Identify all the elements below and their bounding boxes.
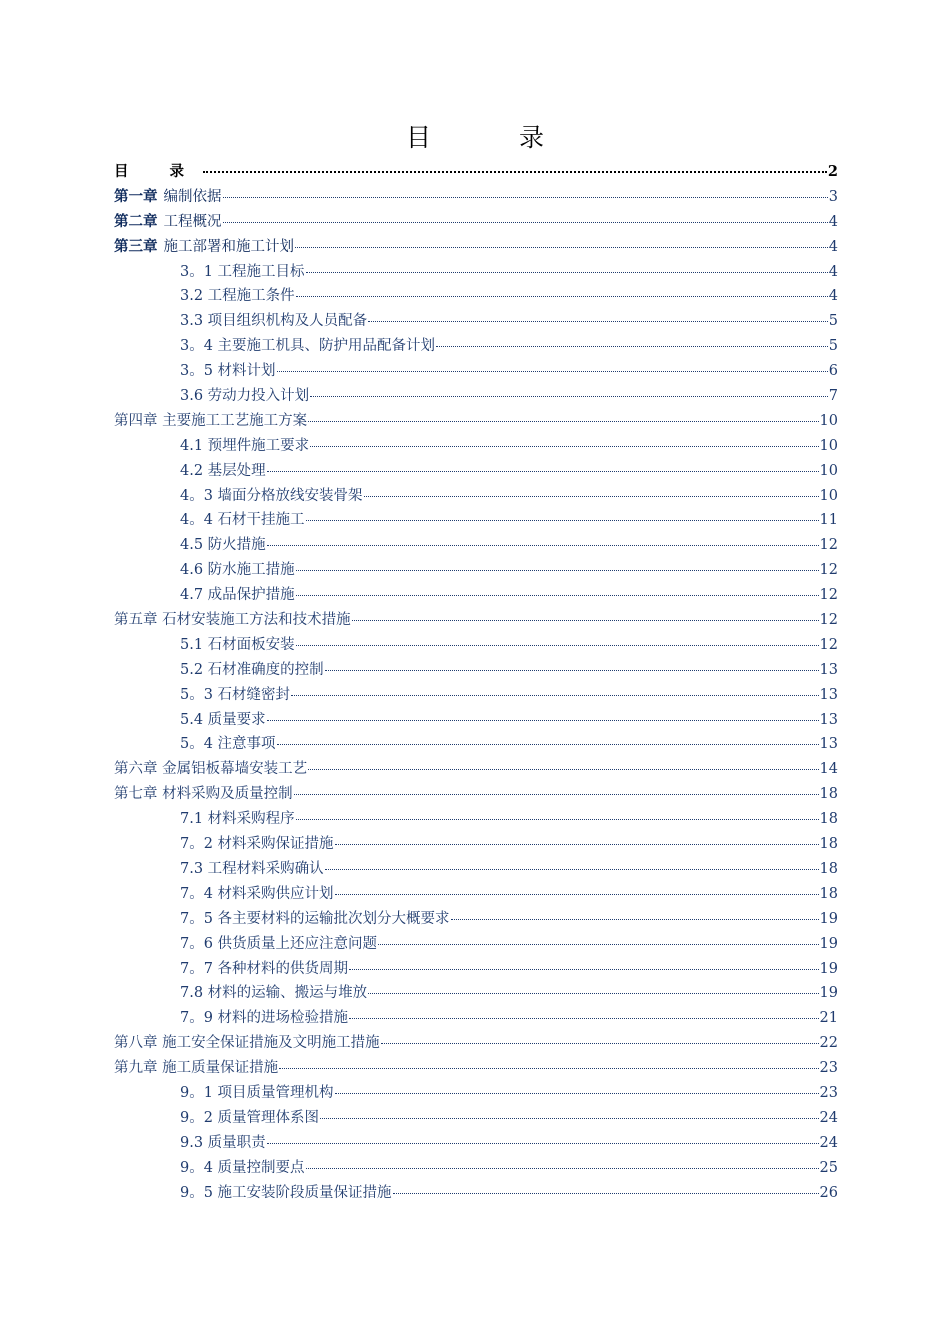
- toc-entry[interactable]: [114, 384, 838, 409]
- toc-dot-leader: [364, 496, 819, 497]
- toc-entry-label: [180, 633, 295, 658]
- toc-entry-label: [180, 334, 435, 359]
- toc-page-number: 10: [819, 412, 838, 429]
- toc-page-number: 26: [819, 1184, 838, 1201]
- toc-dot-leader: [277, 744, 819, 745]
- toc-entry[interactable]: [114, 484, 838, 509]
- toc-entry-label: [180, 957, 348, 982]
- toc-entry[interactable]: [114, 359, 838, 384]
- toc-page-number: 18: [819, 811, 838, 828]
- toc-page-number: 18: [819, 836, 838, 853]
- toc-entry-label: [180, 583, 295, 608]
- toc-entry[interactable]: [114, 882, 838, 907]
- toc-entry-text: 3.6 劳动力投入计划: [180, 388, 310, 405]
- toc-dot-leader: [352, 620, 819, 621]
- toc-entry-text: 4.7 成品保护措施: [180, 587, 295, 604]
- toc-entry[interactable]: [114, 708, 838, 733]
- toc-entry-text: 9。2 质量管理体系图: [180, 1109, 320, 1126]
- toc-entry-label: [180, 807, 295, 832]
- toc-entry-text: 7。9 材料的进场检验措施: [180, 1010, 349, 1027]
- toc-entry[interactable]: [114, 1006, 838, 1031]
- toc-page-number: 12: [819, 636, 838, 653]
- toc-entry-text: 第四章 主要施工工艺施工方案: [114, 412, 308, 429]
- toc-dot-leader: [267, 1143, 819, 1144]
- toc-entry[interactable]: [114, 558, 838, 583]
- toc-entry-text: 5.4 质量要求: [180, 711, 266, 728]
- toc-entry-text: 3。1 工程施工目标: [180, 263, 305, 280]
- toc-dot-leader: [308, 769, 818, 770]
- toc-entry-label: [180, 1081, 334, 1106]
- toc-page-number: 22: [819, 1035, 838, 1052]
- toc-entry-label: [114, 1031, 380, 1056]
- toc-dot-leader: [325, 670, 819, 671]
- toc-entry[interactable]: [114, 932, 838, 957]
- toc-entry-label: [180, 932, 377, 957]
- toc-dot-leader: [294, 794, 819, 795]
- page-title: 目 录: [406, 123, 584, 152]
- toc-dot-leader: [291, 695, 818, 696]
- toc-entry-label: [180, 857, 324, 882]
- toc-page-number: 7: [828, 388, 838, 405]
- toc-dot-leader: [393, 1193, 819, 1194]
- toc-dot-leader: [335, 1093, 819, 1094]
- toc-entry[interactable]: [114, 782, 838, 807]
- toc-dot-leader: [335, 844, 819, 845]
- toc-entry-text: 7.3 工程材料采购确认: [180, 860, 324, 877]
- toc-entry-label: [180, 384, 309, 409]
- toc-entry-label: [180, 284, 295, 309]
- toc-dot-leader: [279, 1068, 818, 1069]
- toc-entry-label: [114, 409, 307, 434]
- toc-page-number: 13: [819, 736, 838, 753]
- toc-dot-leader: [310, 396, 828, 397]
- toc-entry-text: 4.6 防水施工措施: [180, 562, 295, 579]
- toc-page-number: 3: [828, 188, 838, 205]
- toc-page-number: 4: [828, 213, 838, 230]
- toc-dot-leader: [296, 645, 819, 646]
- toc-entry-text: 施工部署和施工计划: [163, 238, 294, 255]
- toc-entry-label: [114, 235, 294, 260]
- toc-entry-label: [180, 1106, 319, 1131]
- toc-entry-text: 5。4 注意事项: [180, 736, 276, 753]
- toc-entry-text: 5。3 石材缝密封: [180, 686, 291, 703]
- toc-page-number: 19: [819, 910, 838, 927]
- toc-dot-leader: [306, 520, 819, 521]
- toc-page-number: 10: [819, 487, 838, 504]
- toc-entry-label: [180, 1181, 392, 1206]
- toc-entry-text: 3.2 工程施工条件: [180, 288, 295, 305]
- toc-entry[interactable]: [114, 658, 838, 683]
- toc-dot-leader: [223, 197, 828, 198]
- toc-entry-text: 4.5 防火措施: [180, 537, 266, 554]
- toc-entry[interactable]: [114, 160, 838, 185]
- toc-dot-leader: [296, 296, 828, 297]
- toc-page-number: 5: [828, 313, 838, 330]
- toc-entry-text: 4。3 墙面分格放线安装骨架: [180, 487, 363, 504]
- toc-entry[interactable]: [114, 309, 838, 334]
- toc-entry[interactable]: [114, 583, 838, 608]
- toc-entry-label: [180, 1131, 266, 1156]
- toc-entry-label: [114, 608, 351, 633]
- toc-dot-leader: [349, 1018, 818, 1019]
- toc-entry[interactable]: [114, 185, 838, 210]
- toc-entry-label: [180, 708, 266, 733]
- toc-page-number: 18: [819, 786, 838, 803]
- toc-entry[interactable]: [114, 608, 838, 633]
- toc-entry-text: 第九章 施工质量保证措施: [114, 1060, 279, 1077]
- toc-entry-text: 3.3 项目组织机构及人员配备: [180, 313, 368, 330]
- toc-entry-label: [180, 981, 367, 1006]
- toc-dot-leader: [296, 570, 819, 571]
- toc-entry[interactable]: [114, 533, 838, 558]
- toc-dot-leader: [267, 720, 819, 721]
- toc-entry-label: [180, 1006, 348, 1031]
- toc-entry[interactable]: [114, 732, 838, 757]
- toc-entry[interactable]: [114, 1156, 838, 1181]
- toc-entry-text: 第五章 石材安装施工方法和技术措施: [114, 612, 351, 629]
- toc-entry-text: 9.3 质量职责: [180, 1134, 266, 1151]
- toc-entry[interactable]: [114, 1081, 838, 1106]
- toc-dot-leader: [267, 545, 819, 546]
- toc-entry-label: [180, 907, 450, 932]
- toc-entry[interactable]: [114, 508, 838, 533]
- toc-entry-text: 第七章 材料采购及质量控制: [114, 786, 293, 803]
- toc-page-number: 13: [819, 686, 838, 703]
- toc-entry-label: [180, 533, 266, 558]
- toc-entry[interactable]: [114, 757, 838, 782]
- toc-dot-leader: [296, 819, 819, 820]
- toc-entry-text: 4.2 基层处理: [180, 462, 266, 479]
- toc-entry[interactable]: [114, 1031, 838, 1056]
- toc-entry-text: 9。1 项目质量管理机构: [180, 1084, 334, 1101]
- toc-page-number: 24: [819, 1109, 838, 1126]
- toc-entry[interactable]: [114, 210, 838, 235]
- toc-page-number: 4: [828, 238, 838, 255]
- toc-entry-label: [180, 359, 276, 384]
- toc-entry-label: [114, 160, 202, 185]
- toc-page-number: 19: [819, 935, 838, 952]
- toc-page-number: 10: [819, 462, 838, 479]
- toc-page-number: 4: [828, 288, 838, 305]
- toc-page-number: 12: [819, 612, 838, 629]
- toc-entry-text: 7。4 材料采购供应计划: [180, 885, 334, 902]
- toc-dot-leader: [223, 222, 828, 223]
- toc-entry[interactable]: [114, 907, 838, 932]
- toc-entry-label: [180, 658, 324, 683]
- toc-page-number: 14: [819, 761, 838, 778]
- toc-entry-text: 工程概况: [163, 213, 222, 230]
- toc-entry[interactable]: [114, 284, 838, 309]
- toc-entry-label: [180, 882, 334, 907]
- toc-dot-leader: [335, 894, 819, 895]
- toc-dot-leader: [368, 993, 818, 994]
- toc-page-number: 24: [819, 1134, 838, 1151]
- toc-dot-leader: [296, 595, 819, 596]
- toc-dot-leader: [381, 1043, 819, 1044]
- toc-page-number: 6: [828, 363, 838, 380]
- toc-entry[interactable]: [114, 434, 838, 459]
- toc-page-number: 13: [819, 711, 838, 728]
- toc-entry[interactable]: [114, 334, 838, 359]
- toc-page-number: 25: [819, 1159, 838, 1176]
- toc-entry-label: [180, 732, 276, 757]
- toc-dot-leader: [349, 969, 818, 970]
- toc-entry-text: 3。4 主要施工机具、防护用品配备计划: [180, 338, 436, 355]
- toc-entry-label: [180, 434, 309, 459]
- toc-dot-leader: [325, 869, 819, 870]
- toc-entry[interactable]: [114, 832, 838, 857]
- toc-entry-text: 7。2 材料采购保证措施: [180, 836, 334, 853]
- toc-entry-text: 5.1 石材面板安装: [180, 636, 295, 653]
- toc-entry-label: [180, 484, 363, 509]
- toc-page-number: 11: [819, 512, 838, 529]
- toc-entry[interactable]: [114, 235, 838, 260]
- toc-entry-text: 第八章 施工安全保证措施及文明施工措施: [114, 1035, 380, 1052]
- toc-entry[interactable]: [114, 1131, 838, 1156]
- toc-page-number: 2: [827, 163, 838, 180]
- toc-dot-leader: [320, 1118, 818, 1119]
- toc-page-number: 12: [819, 537, 838, 554]
- toc-page-number: 4: [828, 263, 838, 280]
- toc-entry[interactable]: [114, 459, 838, 484]
- toc-page-number: 23: [819, 1060, 838, 1077]
- toc-entry-label: [180, 683, 290, 708]
- toc-entry[interactable]: [114, 981, 838, 1006]
- toc-dot-leader: [277, 371, 828, 372]
- toc-dot-leader: [451, 919, 819, 920]
- toc-entry-label: [180, 558, 295, 583]
- toc-entry[interactable]: [114, 1181, 838, 1206]
- toc-entry-text: 9。4 质量控制要点: [180, 1159, 305, 1176]
- toc-entry-label: [180, 260, 305, 285]
- toc-entry-label: [180, 508, 305, 533]
- toc-page-number: 5: [828, 338, 838, 355]
- toc-entry-label: [114, 185, 222, 210]
- toc-entry[interactable]: [114, 857, 838, 882]
- toc-entry[interactable]: [114, 1056, 838, 1081]
- toc-entry-text: 7。7 各种材料的供货周期: [180, 960, 349, 977]
- toc-entry-text: 3。5 材料计划: [180, 363, 276, 380]
- toc-entry[interactable]: [114, 260, 838, 285]
- toc-dot-leader: [436, 346, 828, 347]
- toc-dot-leader: [368, 321, 828, 322]
- toc-page-number: 12: [819, 562, 838, 579]
- toc-page-number: 10: [819, 437, 838, 454]
- toc-entry-text: 7。5 各主要材料的运输批次划分大概要求: [180, 910, 450, 927]
- toc-page-number: 13: [819, 661, 838, 678]
- toc-dot-leader: [306, 1168, 819, 1169]
- toc-page-number: 19: [819, 960, 838, 977]
- toc-dot-leader: [203, 171, 827, 173]
- toc-dot-leader: [378, 944, 818, 945]
- toc-entry-text: 7。6 供货质量上还应注意问题: [180, 935, 378, 952]
- toc-entry-label: [114, 1056, 278, 1081]
- toc-entry-text: 第六章 金属铝板幕墙安装工艺: [114, 761, 308, 778]
- toc-entry-text: 7.8 材料的运输、搬运与堆放: [180, 985, 368, 1002]
- table-of-contents: [114, 160, 838, 1205]
- toc-chapter-number: 第三章: [114, 237, 158, 255]
- toc-entry[interactable]: [114, 683, 838, 708]
- toc-entry-text: 4。4 石材干挂施工: [180, 512, 305, 529]
- toc-entry[interactable]: [114, 957, 838, 982]
- toc-entry-label: [114, 757, 307, 782]
- toc-page-number: 21: [819, 1010, 838, 1027]
- toc-chapter-number: 第二章: [114, 212, 158, 230]
- toc-entry[interactable]: [114, 633, 838, 658]
- toc-page-number: 18: [819, 860, 838, 877]
- toc-dot-leader: [295, 247, 828, 248]
- toc-chapter-number: 第一章: [114, 187, 158, 205]
- toc-entry-label: [180, 1156, 305, 1181]
- toc-entry-text: 9。5 施工安装阶段质量保证措施: [180, 1184, 392, 1201]
- toc-dot-leader: [308, 421, 818, 422]
- toc-dot-leader: [267, 471, 819, 472]
- toc-entry-text: 7.1 材料采购程序: [180, 811, 295, 828]
- toc-entry-text: 5.2 石材准确度的控制: [180, 661, 324, 678]
- toc-entry-text: 4.1 预埋件施工要求: [180, 437, 310, 454]
- toc-entry-text: 目 录: [114, 163, 203, 180]
- toc-dot-leader: [306, 272, 828, 273]
- toc-entry-label: [114, 782, 293, 807]
- toc-entry-label: [180, 459, 266, 484]
- toc-entry[interactable]: [114, 409, 838, 434]
- toc-entry[interactable]: [114, 807, 838, 832]
- toc-page-number: 23: [819, 1084, 838, 1101]
- toc-page-number: 18: [819, 885, 838, 902]
- toc-page-number: 19: [819, 985, 838, 1002]
- toc-entry[interactable]: [114, 1106, 838, 1131]
- toc-entry-label: [180, 309, 367, 334]
- toc-entry-text: 编制依据: [163, 188, 222, 205]
- toc-entry-label: [114, 210, 222, 235]
- toc-dot-leader: [310, 446, 818, 447]
- toc-page-number: 12: [819, 587, 838, 604]
- toc-entry-label: [180, 832, 334, 857]
